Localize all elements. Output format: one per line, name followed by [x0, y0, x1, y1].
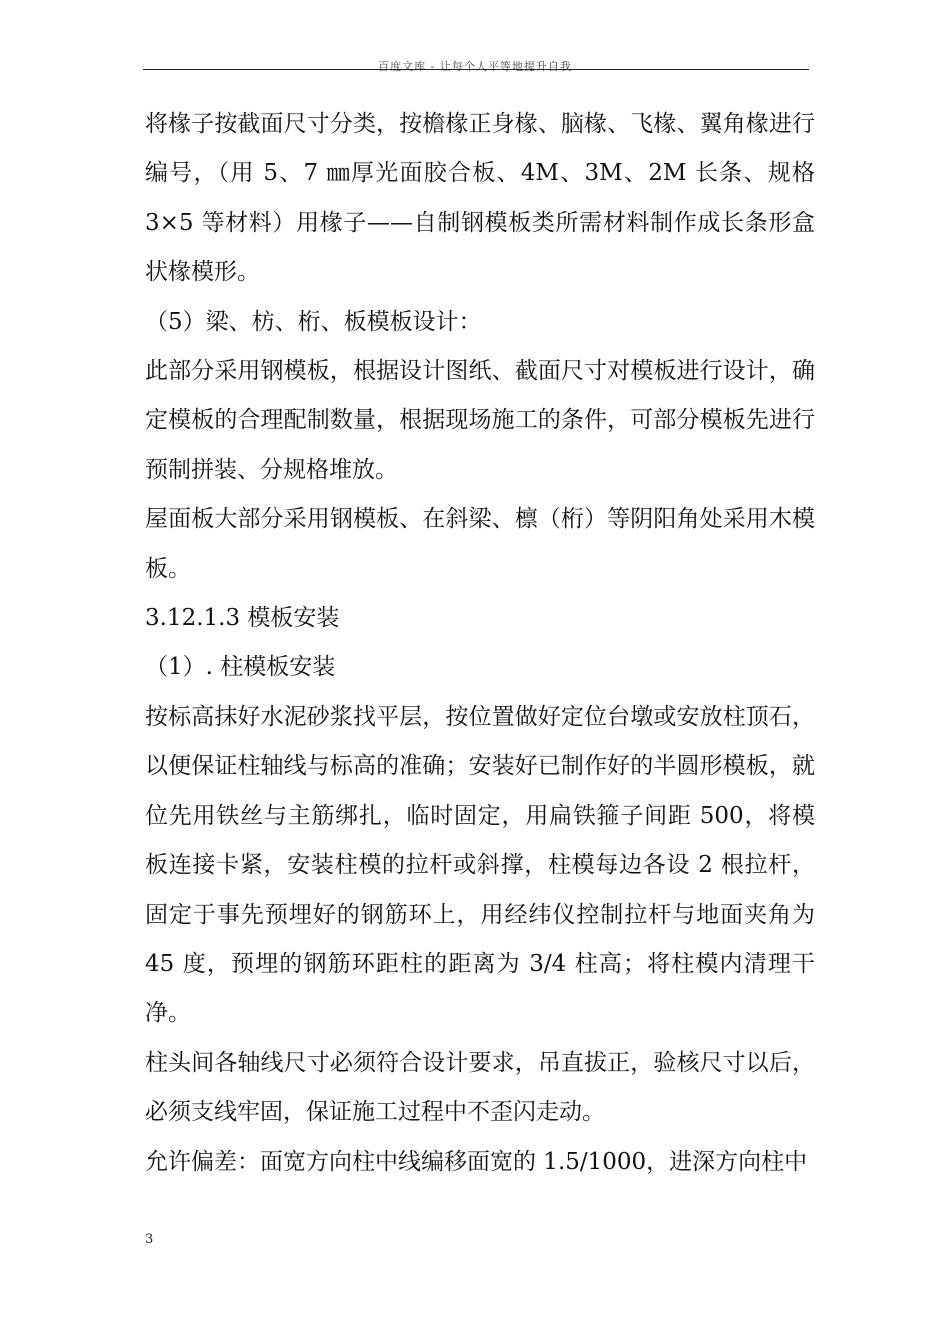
heading-formwork-installation: 3.12.1.3 模板安装 [145, 605, 340, 632]
page-header: 百度文库 - 让每个人平等地提升自我 [378, 60, 572, 73]
heading-column-formwork: （1）. 柱模板安装 [145, 654, 336, 681]
paragraph-roof-slab: 屋面板大部分采用钢模板、在斜梁、檩（桁）等阴阳角处采用木模板。 [145, 506, 815, 582]
paragraph-tolerance: 允许偏差：面宽方向柱中线编移面宽的 1.5/1000，进深方向柱中 [145, 1148, 808, 1175]
heading-beam-formwork-design: （5）梁、枋、桁、板模板设计： [145, 308, 482, 335]
paragraph-steel-formwork: 此部分采用钢模板，根据设计图纸、截面尺寸对模板进行设计，确定模板的合理配制数量，根据现场施工的条件，可部分模板先进行预制拼装、分规格堆放。 [145, 358, 815, 483]
header-divider [143, 69, 809, 70]
paragraph-axis-check: 柱头间各轴线尺寸必须符合设计要求，吊直拔正，验核尺寸以后，必须支线牢固，保证施工过程中不歪闪走动。 [145, 1049, 815, 1126]
page-number: 3 [145, 1232, 154, 1247]
paragraph-rafter-molds: 将椽子按截面尺寸分类，按檐椽正身椽、脑椽、飞椽、翼角椽进行编号，（用 5、7 ㎜厚光面胶合板、4M、3M、2M 长条、规格 3×5 等材料）用椽子——自制钢模板类所需材料制作成长条形盒状椽模形。 [145, 111, 815, 286]
document-body [145, 100, 815, 1187]
paragraph-column-install-steps: 按标高抹好水泥砂浆找平层，按位置做好定位台墩或安放柱顶石，以便保证柱轴线与标高的准确；安装好已制作好的半圆形模板，就位先用铁丝与主筋绑扎，临时固定，用扁铁箍子间距 500，将模板连接卡紧，安装柱模的拉杆或斜撑，柱模每边各设 2 根拉杆，固定于事先预埋好的钢筋环上，用经纬仪控制拉杆与地面夹角为 45 度，预埋的钢筋环距柱的距离为 3/4 柱高；将柱模内清理干净。 [145, 703, 815, 1027]
